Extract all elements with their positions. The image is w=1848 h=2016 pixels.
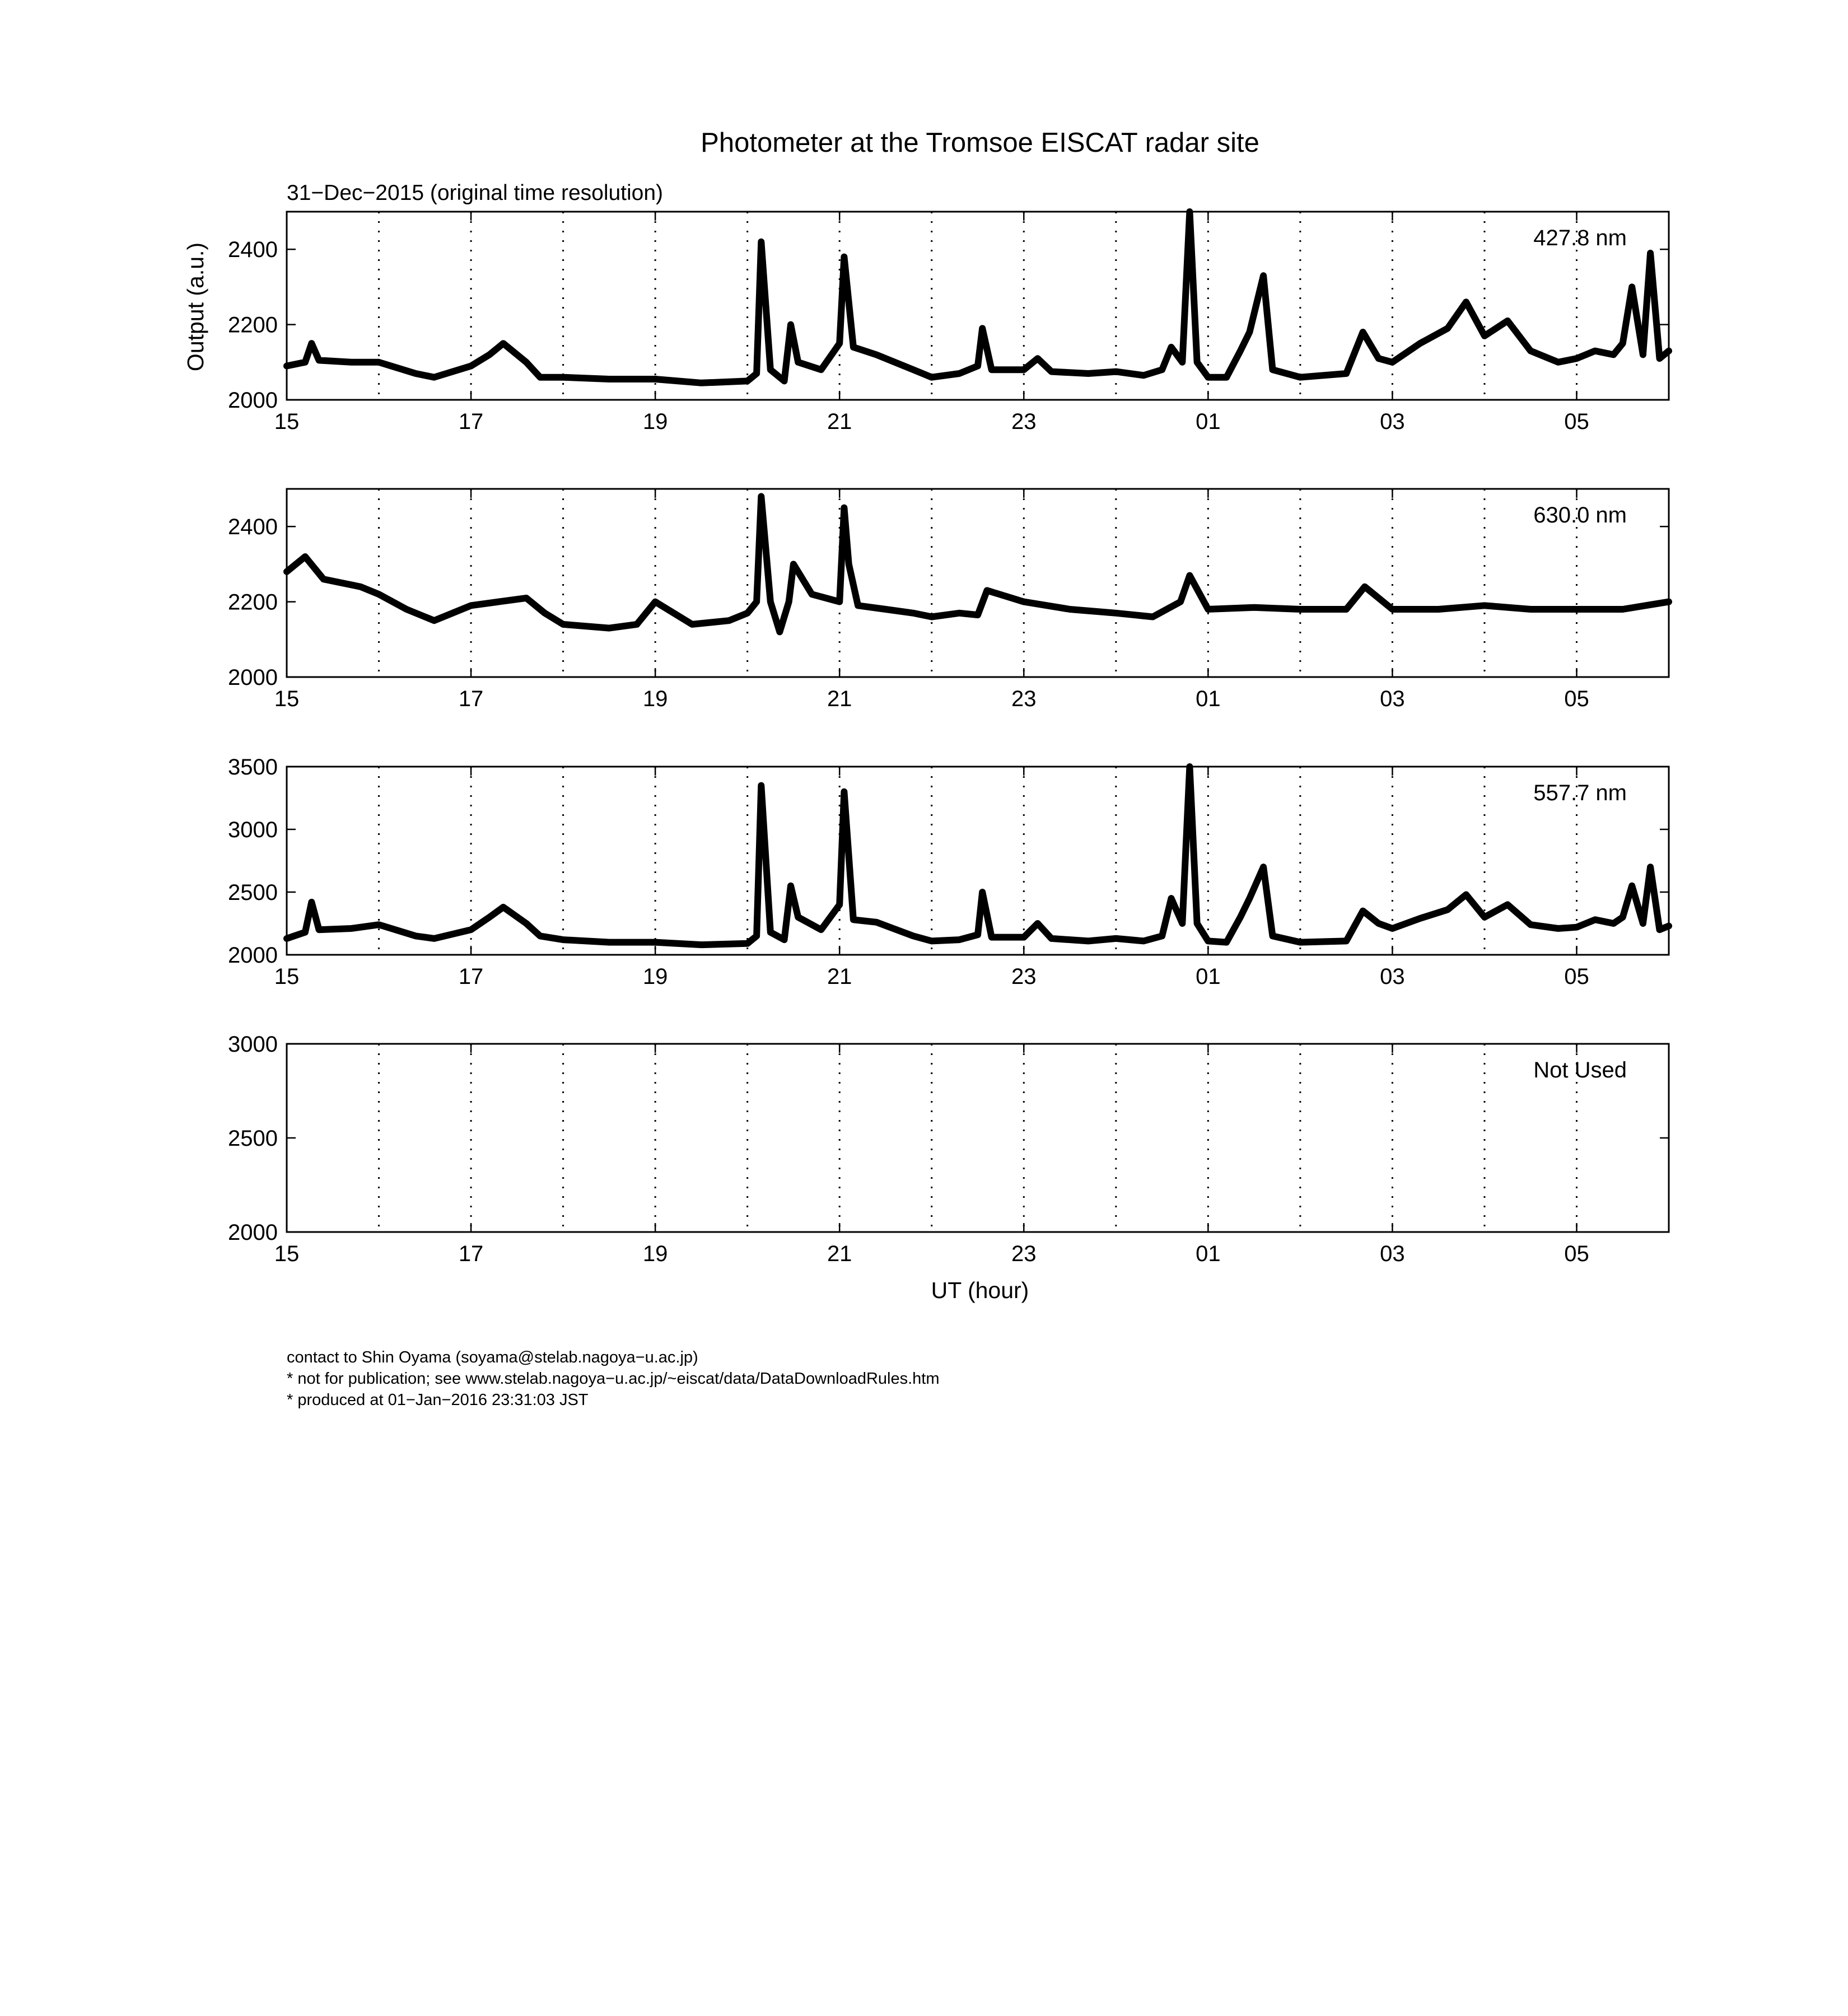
channel-label: 427.8 nm: [1533, 226, 1627, 250]
x-tick-label: 17: [458, 1242, 484, 1266]
x-tick-label: 19: [642, 964, 668, 989]
x-tick-label: 17: [458, 687, 484, 711]
x-tick-label: 19: [642, 409, 668, 434]
y-tick-label: 3000: [228, 818, 278, 842]
footer-produced: * produced at 01−Jan−2016 23:31:03 JST: [287, 1391, 589, 1409]
x-tick-label: 21: [827, 687, 852, 711]
x-tick-label: 23: [1011, 964, 1037, 989]
y-tick-label: 2400: [228, 515, 278, 540]
series-line: [287, 767, 1669, 945]
y-tick-label: 2200: [228, 590, 278, 615]
y-tick-label: 2000: [228, 1220, 278, 1245]
axes-frame: [287, 489, 1669, 677]
x-tick-label: 23: [1011, 409, 1037, 434]
x-tick-label: 05: [1564, 687, 1589, 711]
x-tick-label: 01: [1196, 1242, 1221, 1266]
x-tick-label: 05: [1564, 964, 1589, 989]
chart-subtitle: 31−Dec−2015 (original time resolution): [287, 181, 664, 205]
y-tick-label: 3500: [228, 755, 278, 780]
x-tick-label: 05: [1564, 1242, 1589, 1266]
x-tick-label: 23: [1011, 1242, 1037, 1266]
x-tick-label: 01: [1196, 964, 1221, 989]
x-tick-label: 19: [642, 1242, 668, 1266]
series-line: [287, 212, 1669, 383]
x-tick-label: 15: [274, 1242, 300, 1266]
footer-contact: contact to Shin Oyama (soyama@stelab.nagoya−u.ac.jp): [287, 1348, 698, 1366]
footer-rules: * not for publication; see www.stelab.nagoya−u.ac.jp/~eiscat/data/DataDownloadRules.htm: [287, 1370, 940, 1388]
x-tick-label: 01: [1196, 409, 1221, 434]
channel-label: 630.0 nm: [1533, 503, 1627, 528]
panel-1: [228, 212, 1669, 434]
panel-4: [228, 1032, 1669, 1266]
x-tick-label: 15: [274, 687, 300, 711]
y-tick-label: 2000: [228, 943, 278, 968]
x-tick-label: 23: [1011, 687, 1037, 711]
y-tick-label: 2200: [228, 312, 278, 338]
channel-label: Not Used: [1533, 1058, 1627, 1082]
y-tick-label: 2500: [228, 880, 278, 905]
x-tick-label: 17: [458, 964, 484, 989]
y-tick-label: 2500: [228, 1126, 278, 1151]
x-tick-label: 15: [274, 409, 300, 434]
x-tick-label: 19: [642, 687, 668, 711]
footer: [287, 1347, 940, 1411]
panel-2: [228, 489, 1669, 711]
y-axis-label: Output (a.u.): [183, 242, 208, 372]
chart-title: Photometer at the Tromsoe EISCAT radar site: [701, 128, 1259, 158]
x-tick-label: 15: [274, 964, 300, 989]
panel-3: [228, 755, 1669, 989]
panels: [228, 212, 1669, 1266]
x-tick-label: 17: [458, 409, 484, 434]
axes-frame: [287, 1044, 1669, 1232]
x-tick-label: 21: [827, 1242, 852, 1266]
x-axis-label: UT (hour): [931, 1277, 1029, 1303]
x-tick-label: 21: [827, 964, 852, 989]
series-line: [287, 496, 1669, 632]
y-tick-label: 2000: [228, 665, 278, 690]
x-tick-label: 03: [1380, 687, 1405, 711]
channel-label: 557.7 nm: [1533, 781, 1627, 805]
x-tick-label: 03: [1380, 1242, 1405, 1266]
x-tick-label: 05: [1564, 409, 1589, 434]
y-tick-label: 2000: [228, 388, 278, 413]
y-tick-label: 3000: [228, 1032, 278, 1057]
x-tick-label: 03: [1380, 409, 1405, 434]
y-tick-label: 2400: [228, 237, 278, 263]
x-tick-label: 03: [1380, 964, 1405, 989]
x-tick-label: 21: [827, 409, 852, 434]
x-tick-label: 01: [1196, 687, 1221, 711]
